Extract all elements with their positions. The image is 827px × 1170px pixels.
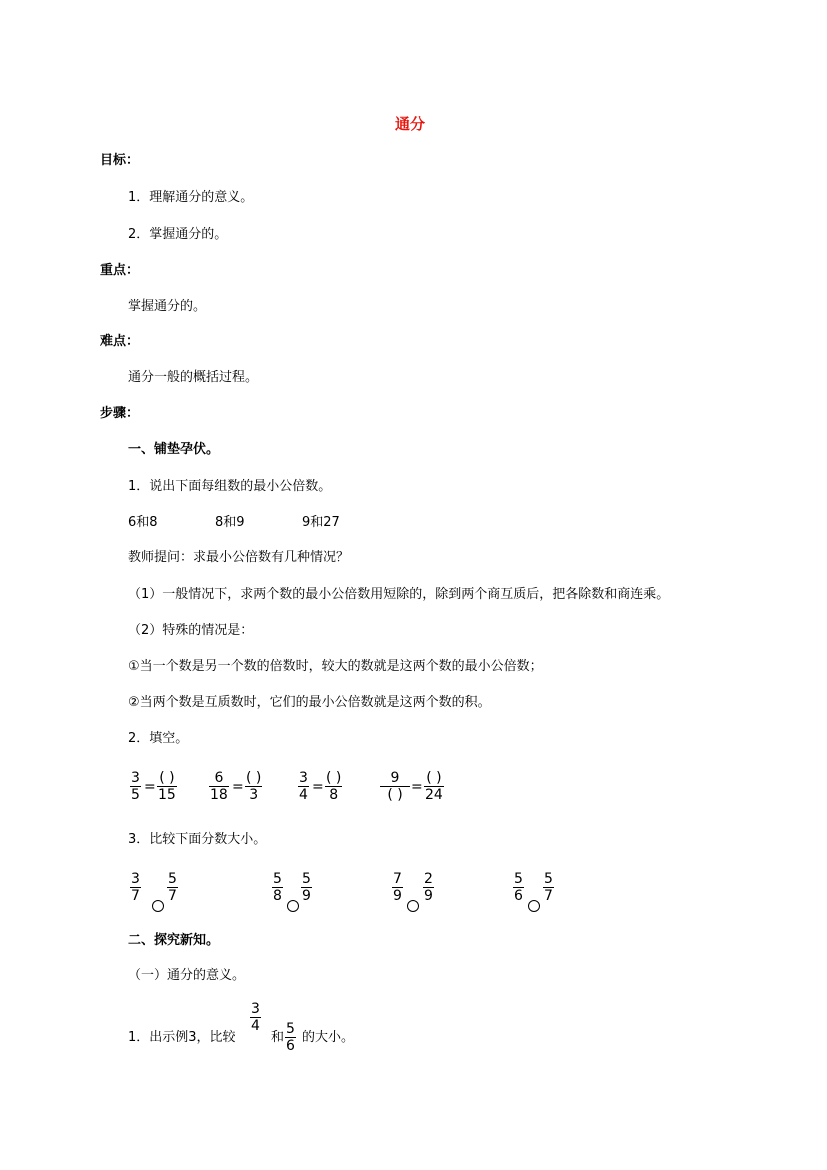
question-2: 2．填空。 [128,731,189,746]
example-suffix: 的大小。 [302,1030,355,1045]
lcm-pair-2: 8和9 [215,515,245,530]
denominator: 15 [158,787,176,803]
denominator: 7 [131,888,140,904]
lcm-pair-1: 6和8 [128,515,158,530]
compare-3-a [392,871,403,904]
equals-sign: = [232,779,244,795]
compare-1-a [130,871,141,904]
question-3: 3．比较下面分数大小。 [128,832,267,847]
numerator: 3 [251,1001,260,1017]
denominator: 9 [424,888,433,904]
denominator: 9 [302,888,311,904]
teacher-question: 教师提问：求最小公倍数有几种情况？ [128,550,350,565]
denominator: 8 [329,787,339,803]
compare-3-b [423,871,434,904]
equals-sign: = [144,779,156,795]
key-text: 掌握通分的。 [128,299,207,314]
question-1: 1．说出下面每组数的最小公倍数。 [128,479,332,494]
example-and: 和 [271,1030,285,1045]
numerator: 5 [286,1021,295,1037]
compare-circle [528,900,540,912]
page-title: 通分 [395,115,426,133]
goal-heading: 目标： [100,153,140,168]
compare-circle [152,900,164,912]
steps-heading: 步骤： [100,406,140,421]
equals-sign: = [312,779,324,795]
compare-2-b [301,871,312,904]
case-2a: ①当一个数是另一个数的倍数时，较大的数就是这两个数的最小公倍数； [128,659,543,674]
case-2b: ②当两个数是互质数时，它们的最小公倍数就是这两个数的积。 [128,695,491,710]
denominator-blank: ( ) [387,787,403,803]
key-heading: 重点： [100,263,140,278]
section1-heading: 一、铺垫孕伏。 [128,442,220,457]
denominator: 7 [168,888,177,904]
fill-2-right-fraction [245,770,262,803]
numerator-blank: ( ) [326,770,342,786]
numerator: 6 [214,770,224,786]
denominator: 5 [131,787,140,803]
goal-item-2: 2．掌握通分的。 [128,227,228,242]
numerator: 5 [302,871,311,887]
denominator: 4 [251,1018,260,1034]
numerator: 7 [393,871,402,887]
numerator: 5 [544,871,553,887]
fill-3-left-fraction [298,770,309,803]
denominator: 3 [249,787,259,803]
hard-text: 通分一般的概括过程。 [128,370,259,385]
example-fraction-2 [285,1021,296,1054]
fill-1-left-fraction [130,770,141,803]
case-1: （1）一般情况下，求两个数的最小公倍数用短除的，除到两个商互质后，把各除数和商连乘。 [128,587,670,602]
denominator: 4 [299,787,308,803]
compare-circle [287,900,299,912]
denominator: 6 [514,888,523,904]
denominator: 24 [425,787,443,803]
fill-4-left-fraction [380,770,410,803]
numerator-blank: ( ) [246,770,262,786]
equals-sign: = [411,779,423,795]
compare-4-a [513,871,524,904]
compare-4-b [543,871,554,904]
numerator: 3 [131,871,140,887]
numerator: 3 [131,770,140,786]
denominator: 9 [393,888,402,904]
fill-1-right-fraction [157,770,177,803]
numerator-blank: ( ) [159,770,175,786]
denominator: 8 [273,888,282,904]
example-fraction-1 [250,1001,261,1034]
numerator: 5 [273,871,282,887]
section2-heading: 二、探究新知。 [128,933,220,948]
subsection-1: （一）通分的意义。 [128,968,246,983]
goal-item-1: 1．理解通分的意义。 [128,190,254,205]
numerator: 2 [424,871,433,887]
example-prefix: 1．出示例3，比较 [128,1030,236,1045]
case-2: （2）特殊的情况是： [128,623,254,638]
denominator: 6 [286,1038,295,1054]
hard-heading: 难点： [100,334,140,349]
numerator-blank: ( ) [426,770,442,786]
fill-2-left-fraction [209,770,229,803]
numerator: 5 [168,871,177,887]
denominator: 18 [210,787,228,803]
numerator: 3 [299,770,308,786]
fill-3-right-fraction [325,770,342,803]
compare-circle [407,900,419,912]
denominator: 7 [544,888,553,904]
compare-2-a [272,871,283,904]
fill-4-right-fraction [424,770,444,803]
numerator: 5 [514,871,523,887]
numerator: 9 [390,770,400,786]
lcm-pair-3: 9和27 [302,515,340,530]
compare-1-b [167,871,178,904]
